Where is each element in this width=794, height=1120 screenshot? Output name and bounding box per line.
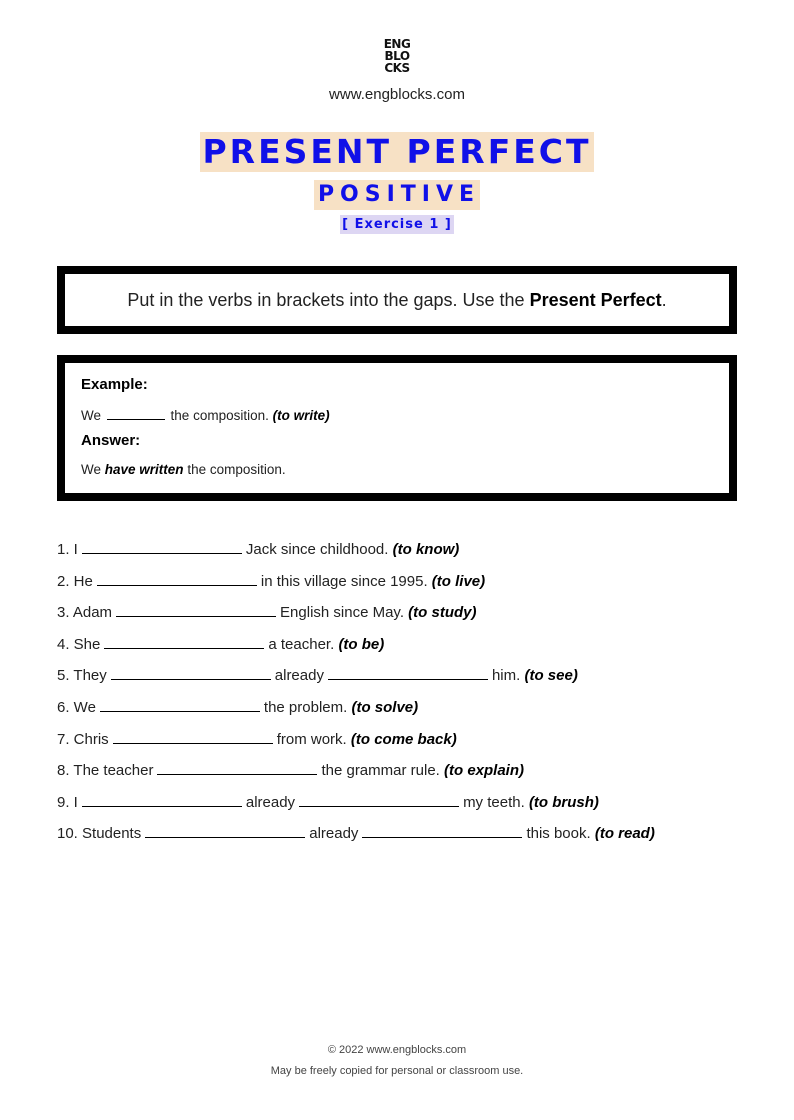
answer-blank[interactable] [111,663,271,680]
answer-blank[interactable] [97,569,257,586]
exercise-text: already [309,825,359,843]
answer-blank[interactable] [116,600,276,617]
verb-hint: (to solve) [351,698,419,716]
answer-sentence: We have written the composition. [81,462,286,477]
verb-hint: (to read) [594,825,655,843]
verb-hint: (to live) [431,572,486,590]
instruction-bold: Present Perfect [529,289,662,310]
exercise-text: 1. I [57,541,78,558]
exercise-item [57,821,655,853]
answer-blank[interactable] [362,821,522,838]
example-blank [107,407,165,420]
example-sentence: We the composition. (to write) [81,408,330,423]
verb-hint: (to know) [392,541,460,558]
exercise-text: 8. The teacher [57,762,154,780]
engblocks-logo [0,38,794,74]
exercise-text: the problem. [263,698,348,716]
verb-hint: (to come back) [350,730,457,748]
exercise-text: already [245,793,296,811]
example-box [57,355,737,501]
exercise-text: this book. [526,825,591,843]
logo-line-1: ENG [383,37,411,51]
answer-blank[interactable] [113,727,273,744]
exercise-text: 7. Chris [57,730,109,748]
exercise-text: already [274,667,324,685]
logo-line-3: CKS [384,61,410,75]
exercise-item [57,632,655,664]
exercise-text: 2. He [57,572,93,590]
exercise-text: in this village since 1995. [260,572,428,590]
exercise-item [57,537,655,569]
exercise-text: 10. Students [57,825,142,843]
exercise-text: from work. [276,730,347,748]
exercise-item [57,695,655,727]
page-title: PRESENT PERFECT [202,132,592,171]
exercise-text: 5. They [57,667,107,685]
example-hint: (to write) [272,408,330,423]
answer-blank[interactable] [145,821,305,838]
exercise-text: 4. She [57,635,101,653]
exercise-text: English since May. [280,604,404,622]
instruction-box [57,266,737,334]
site-url[interactable]: www.engblocks.com [329,86,465,103]
verb-hint: (to study) [408,604,477,622]
exercise-text: him. [491,667,521,685]
answer-blank[interactable] [328,663,488,680]
answer-blank[interactable] [157,758,317,775]
answer-blank[interactable] [100,695,260,712]
exercise-text: Jack since childhood. [245,541,389,558]
exercise-text: my teeth. [463,793,525,811]
exercise-text: 6. We [57,698,96,716]
exercise-item [57,600,655,632]
verb-hint: (to see) [524,667,578,685]
exercise-item [57,569,655,601]
footer-license: May be freely copied for personal or classroom use. [270,1065,524,1077]
exercise-item [57,758,655,790]
page-subtitle: POSITIVE [314,180,480,210]
exercise-label: [ Exercise 1 ] [342,217,452,232]
exercise-text: 3. Adam [57,604,113,622]
answer-blank[interactable] [104,632,264,649]
example-label: Example: [81,376,148,393]
answer-blank[interactable] [299,790,459,807]
exercise-text: 9. I [57,793,78,811]
exercise-text: the grammar rule. [321,762,440,780]
answer-blank[interactable] [82,790,242,807]
exercise-item [57,663,655,695]
answer-bold: have written [104,462,184,477]
exercise-list [57,537,655,853]
verb-hint: (to explain) [444,762,525,780]
exercise-item [57,790,655,822]
verb-hint: (to brush) [528,793,599,811]
footer-copyright: © 2022 www.engblocks.com [327,1044,467,1056]
exercise-item [57,727,655,759]
answer-blank[interactable] [82,537,242,554]
exercise-text: a teacher. [268,635,335,653]
verb-hint: (to be) [338,635,385,653]
instruction-text: Put in the verbs in brackets into the gaps. Use the Present Perfect. [127,289,667,310]
logo-line-2: BLO [384,49,410,63]
answer-label: Answer: [81,432,141,449]
